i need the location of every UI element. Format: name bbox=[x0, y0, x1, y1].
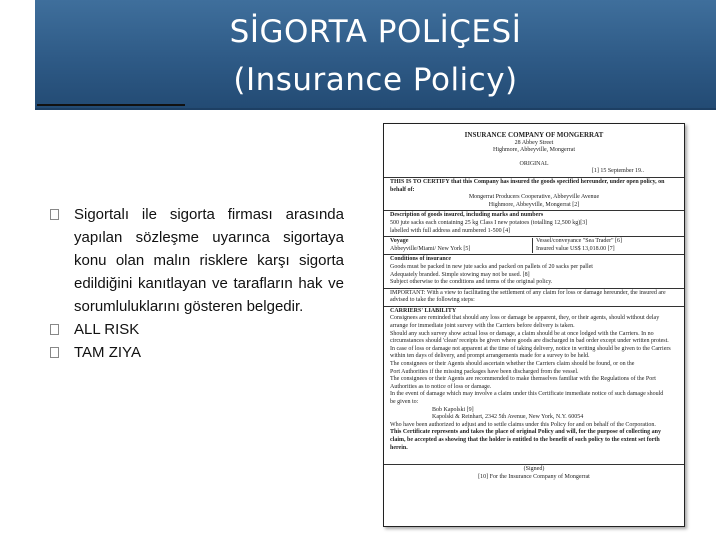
conditions-text: Adequately branded. Simple stowing may not be used. [8] bbox=[390, 271, 530, 278]
policy-document-image bbox=[383, 123, 685, 527]
policy-date: [1] 15 September 19.. bbox=[591, 168, 644, 175]
divider bbox=[384, 254, 684, 255]
company-name: INSURANCE COMPANY OF MONGERRAT bbox=[464, 131, 604, 139]
carriers-text: Authorities as to notice of loss or damage. bbox=[390, 383, 492, 390]
important-text: IMPORTANT: With a view to facilitating the settlement of any claim for loss or damage hereunder, the insured are advised to take the following steps: bbox=[390, 289, 666, 304]
insured-party: Highmore, Abbeyville, Mongerrat [2] bbox=[488, 201, 580, 208]
bullet-box-icon bbox=[50, 209, 59, 220]
vessel-value: Vessel/conveyance "Sea Trader" [6] bbox=[536, 238, 623, 245]
desc-label: Description of goods insured, including marks and numbers bbox=[390, 212, 544, 219]
title-banner bbox=[35, 0, 716, 110]
closing-text: Who have been authorized to adjust and to settle claims under this Policy for and on behalf of the Corporation. bbox=[390, 421, 656, 428]
carriers-text: be given to: bbox=[390, 399, 419, 405]
title-underline bbox=[37, 104, 185, 106]
divider bbox=[384, 236, 684, 237]
carriers-text: circumstances should 'clean' receipts be given where goods are discharged in bad order except under written protest. bbox=[390, 338, 669, 345]
carriers-text: Consignees are reminded that should any loss or damage be apparent, they, or their agents, should without delay bbox=[390, 315, 660, 322]
conditions-text: Goods must be packed in new jute sacks and packed on pallets of 20 sacks per pallet bbox=[390, 263, 593, 270]
carriers-text: Port Authorities if the missing packages have been discharged from the vessel. bbox=[390, 368, 579, 375]
voyage-label: Voyage bbox=[390, 238, 409, 245]
voyage-row bbox=[384, 238, 684, 253]
bullet-text: Sigortalı ile sigorta firması arasında yapılan sözleşme uyarınca sigortaya konu olan malın risklere karşı sigorta edildiğini kanıtlayan ve tarafların hak ve sorumluluklarını gösteren belgedir. bbox=[74, 206, 344, 315]
divider bbox=[384, 177, 684, 178]
company-address: 28 Abbey Street bbox=[514, 139, 554, 146]
insured-value: Insured value US$ 13,018.00 [7] bbox=[536, 245, 615, 252]
desc-text: labelled with full address and numbered 1-500 [4] bbox=[390, 227, 511, 234]
insured-party: Mongerrat Producers Cooperative, Abbeyville Avenue bbox=[468, 194, 600, 201]
bullet-box-icon bbox=[50, 324, 59, 335]
carriers-text: within ten days of delivery, and prompt arrangements made for a survey to be held. bbox=[390, 353, 590, 360]
bullet-box-icon bbox=[50, 347, 59, 358]
policy-header bbox=[384, 132, 684, 155]
carriers-label: CARRIERS' LIABILITY bbox=[390, 307, 457, 314]
bullet-text: ALL RISK bbox=[74, 321, 140, 338]
carriers-text: The consignees or their Agents are recommended to make themselves familiar with the Regulations of the Port bbox=[390, 376, 656, 383]
certify-text: THIS IS TO CERTIFY that this Company has insured the goods specified hereunder, under open policy, on behalf of: bbox=[390, 178, 665, 193]
bullet-item bbox=[44, 341, 344, 364]
agent-name: Bob Kapolski [9] bbox=[432, 406, 474, 413]
bullet-text: TAM ZIYA bbox=[74, 344, 141, 361]
page-subtitle: (Insurance Policy) bbox=[233, 62, 518, 98]
conditions-label: Conditions of insurance bbox=[390, 256, 452, 263]
divider bbox=[384, 306, 684, 307]
carriers-text: Should any such survey show actual loss or damage, a claim should be at once lodged with the Carriers. In no bbox=[390, 330, 654, 337]
desc-text: 500 jute sacks each containing 25 kg Class I new potatoes (totalling 12,500 kg)[3] bbox=[390, 219, 588, 226]
signed-label: (Signed) bbox=[523, 466, 545, 473]
closing-text: herein. bbox=[390, 444, 408, 451]
divider bbox=[384, 288, 684, 289]
bullet-list bbox=[44, 203, 344, 364]
signatory: [10] For the Insurance Company of Mongerrat bbox=[478, 473, 590, 480]
divider bbox=[384, 464, 684, 465]
voyage-value: Abbeyville/Miami/ New York [5] bbox=[390, 245, 471, 252]
conditions-text: Subject otherwise to the conditions and terms of the original policy. bbox=[390, 279, 553, 286]
closing-text: claim, be accepted as showing that the holder is entitled to the benefit of such policy to the extent set forth bbox=[390, 436, 660, 443]
bullet-item bbox=[44, 203, 344, 318]
page-title: SİGORTA POLİÇESİ bbox=[229, 14, 522, 50]
closing-text: This Certificate represents and takes the place of original Policy and will, for the purpose of collecting any bbox=[390, 429, 661, 436]
company-address: Highmore, Abbeyville, Mongerrat bbox=[493, 147, 575, 154]
divider bbox=[384, 210, 684, 211]
carriers-text: In case of loss or damage not apparent at the time of taking delivery, notice in writing should be given to the Carriers bbox=[390, 345, 671, 352]
carriers-text: The consignees or their Agents should ascertain whether the Carriers claim should be found, or on the bbox=[390, 361, 635, 368]
original-label: ORIGINAL bbox=[519, 160, 549, 167]
carriers-text: In the event of damage which may involve a claim under this Certificate immediate notice of such damage should bbox=[390, 391, 664, 398]
carriers-text: arrange for immediate joint survey with the Carriers before delivery is taken. bbox=[390, 323, 575, 330]
bullet-item bbox=[44, 318, 344, 341]
agent-address: Kapolski & Reinhart, 2342 5th Avenue, New York, N.Y. 60054 bbox=[432, 414, 584, 421]
